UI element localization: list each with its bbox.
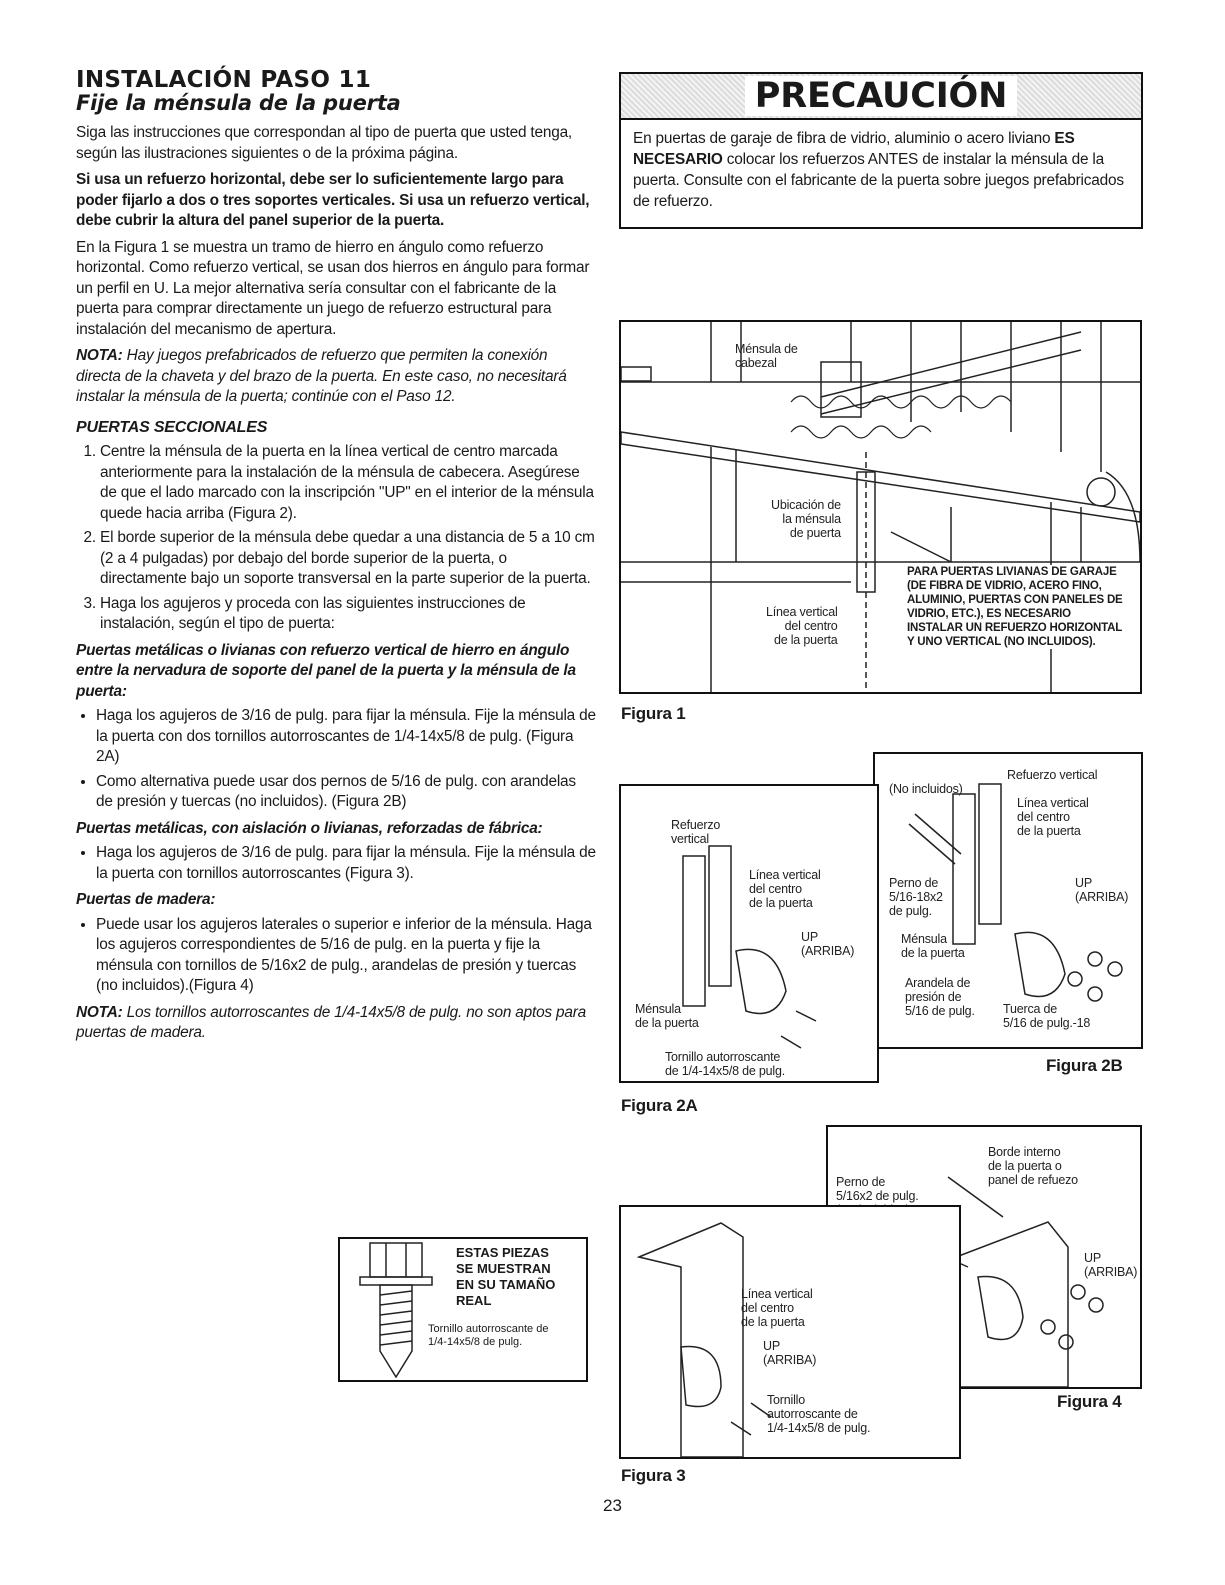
reinforcement-rule-paragraph: Si usa un refuerzo horizontal, debe ser lo suficientemente largo para poder fijarlo a dos o tres soportes verticales. Si usa un refuerzo vertical, debe cubrir la altura del panel superior de la puerta. [76, 171, 590, 229]
caption-center-line: Línea vertical [749, 868, 821, 882]
bullet-item: • Haga los agujeros de 3/16 de pulg. para fijar la ménsula. Fije la ménsula de la puerta con dos tornillos autorroscantes de 1/4-14x5/8 de pulg. (Figura 2A) [96, 706, 596, 768]
bullet-item: • Como alternativa puede usar dos pernos de 5/16 de pulg. con arandelas de presión y tuercas (no incluidos). (Figura 2B) [96, 772, 596, 813]
actual-size-box: ESTAS PIEZAS SE MUESTRAN EN SU TAMAÑO REAL Tornillo autorroscante de 1/4-14x5/8 de pulg. [338, 1237, 588, 1382]
caption-bracket-location: Ubicación de [771, 498, 841, 512]
caption-up: UP [1075, 876, 1092, 890]
subheading-wood-doors: Puertas de madera: [76, 891, 216, 908]
caution-box [619, 72, 1143, 229]
bullet-list [76, 843, 596, 884]
caption-up: UP [1084, 1251, 1101, 1265]
caption-not-included: (No incluidos) [889, 782, 963, 796]
caption-self-tapping-screw: Tornillo [767, 1393, 805, 1407]
caption-door-bracket: Ménsula [901, 932, 947, 946]
caption-vertical-reinforcement: Refuerzo vertical [1007, 768, 1098, 782]
bullet-list [76, 915, 596, 997]
figure-1: Ménsula de cabezal Ubicación de la ménsula de puerta Línea vertical del centro de la puerta PARA PUERTAS LIVIANAS DE GARAJE (DE FIBRA DE VIDRIO, ACERO FINO, ALUMINIO, PUERTAS CON PANELES DE VIDRIO, ETC.), ES NECESARIO INSTALAR UN REFUERZO HORIZONTAL Y UNO VERTICAL (NO INCLUIDOS). [619, 320, 1142, 694]
note-label: NOTA: [76, 1003, 123, 1021]
step-title: INSTALACIÓN PASO 11 [76, 67, 372, 93]
figure-2b: Refuerzo vertical (No incluidos) Línea vertical del centro de la puerta Perno de 5/16-18x2 de pulg. UP (ARRIBA) Ménsula de la puerta Arandela de presión de 5/16 de pulg. Tuerca de 5/16 de pulg.-18 [873, 752, 1143, 1049]
step-item: 1. Centre la ménsula de la puerta en la línea vertical de centro marcada anteriormente para la instalación de la ménsula de cabecera. Asegúrese de que el lado marcado con la inscripción "UP" en el interior de la ménsula quede hacia arriba (Figura 2). [100, 442, 596, 524]
subheading-insulated-doors: Puertas metálicas, con aislación o livianas, reforzadas de fábrica: [76, 819, 543, 837]
caption-lock-washer: Arandela de [905, 976, 971, 990]
note-text: Los tornillos autorroscantes de 1/4-14x5/8 de pulg. no son aptos para puertas de madera. [76, 1003, 587, 1041]
section-heading: PUERTAS SECCIONALES [76, 418, 268, 436]
caution-title: PRECAUCIÓN [745, 76, 1017, 116]
note-wood-screws [76, 1003, 596, 1044]
bullet-list [76, 706, 596, 813]
caution-emphasis: ES NECESARIO [633, 130, 1075, 168]
caption-center-line: Línea vertical [1017, 796, 1089, 810]
caption-self-tapping-screw: Tornillo autorroscante [665, 1050, 781, 1064]
caption-up: UP [763, 1339, 780, 1353]
figure1-explanation-paragraph: En la Figura 1 se muestra un tramo de hierro en ángulo como refuerzo horizontal. Como refuerzo vertical, se usan dos hierros en ángulo para formar un perfil en U. La mejor alternativa sería consultar con el fabricante de la puerta para comprar directamente un juego de refuerzo estructural para instalación del mecanismo de apertura. [76, 238, 590, 338]
figure-1-label: Figura 1 [621, 704, 686, 723]
caution-header [621, 74, 1141, 120]
step-item: 2. El borde superior de la ménsula debe quedar a una distancia de 5 a 10 cm (2 a 4 pulgadas) por debajo del borde superior de la puerta, o directamente bajo un soporte transversal en la parte superior de la puerta. [100, 528, 596, 590]
bullet-item: • Puede usar los agujeros laterales o superior e inferior de la ménsula. Haga los agujeros correspondientes de 5/16 de pulg. en la puerta y fije la ménsula con tornillos de 5/16x2 de pulg., arandelas de presión y tuercas (no incluidos).(Figura 4) [96, 915, 596, 997]
caption-nut: Tuerca de [1003, 1002, 1058, 1016]
caption-door-bracket: Ménsula [635, 1002, 681, 1016]
caption-vertical-reinforcement: Refuerzo [671, 818, 721, 832]
note-prefab-kits [76, 346, 596, 408]
instructions-column [76, 64, 596, 1050]
caption-center-line: Línea vertical [741, 1287, 813, 1301]
bullet-item: • Haga los agujeros de 3/16 de pulg. para fijar la ménsula. Fije la ménsula de la puerta con tornillos autorroscantes (Figura 3). [96, 843, 596, 884]
caption-bolt: Perno de [889, 876, 939, 890]
actual-size-title: ESTAS PIEZAS [456, 1245, 549, 1260]
caption-inner-edge: Borde interno [988, 1145, 1061, 1159]
step-subtitle: Fije la ménsula de la puerta [76, 90, 401, 115]
actual-size-caption: Tornillo autorroscante de [428, 1323, 549, 1335]
caption-up: UP [801, 930, 818, 944]
figure-2a-label: Figura 2A [621, 1096, 698, 1115]
note-text: Hay juegos prefabricados de refuerzo que permiten la conexión directa de la chaveta y del brazo de la puerta. En este caso, no necesitará instalar la ménsula de la puerta; continúe con el Paso 12. [76, 347, 567, 405]
figure-4: Borde interno de la puerta o panel de refuezo Perno de 5/16x2 de pulg. UP (ARRIBA) [826, 1125, 1142, 1389]
figure-2a: Refuerzo vertical Línea vertical del centro de la puerta UP (ARRIBA) Ménsula de la puerta Tornillo autorroscante de 1/4-14x5/8 de pulg. [619, 784, 879, 1083]
caption-bolt: Perno de [836, 1175, 886, 1189]
caution-text: En puertas de garaje de fibra de vidrio, aluminio o acero liviano ES NECESARIO colocar los refuerzos ANTES de instalar la ménsula de la puerta. Consulte con el fabricante de la puerta sobre juegos prefabricados de refuerzo. [633, 130, 1124, 210]
figure-4-label: Figura 4 [1057, 1392, 1122, 1411]
step-item: 3. Haga los agujeros y proceda con las siguientes instrucciones de instalación, según el tipo de puerta: [100, 594, 596, 635]
light-door-warning: PARA PUERTAS LIVIANAS DE GARAJE (DE FIBRA DE VIDRIO, ACERO FINO, ALUMINIO, PUERTAS CON PANELES DE VIDRIO, ETC.), ES NECESARIO INSTALAR UN REFUERZO HORIZONTAL Y UNO VERTICAL (NO INCLUIDOS). [907, 565, 1127, 649]
figure-3: Línea vertical del centro de la puerta UP (ARRIBA) Tornillo autorroscante de 1/4-14x5/8 de pulg. [619, 1205, 961, 1459]
screw-icon [346, 1239, 446, 1378]
steps-list [76, 442, 596, 635]
caption-header-bracket: Ménsula de [735, 342, 798, 356]
subheading-metal-doors: Puertas metálicas o livianas con refuerzo vertical de hierro en ángulo entre la nervadura de soporte del panel de la puerta y la ménsula de la puerta: [76, 641, 576, 700]
figure-2b-label: Figura 2B [1046, 1056, 1123, 1075]
caption-center-line: Línea vertical [766, 605, 838, 619]
note-label: NOTA: [76, 347, 123, 364]
figure-3-label: Figura 3 [621, 1466, 686, 1485]
intro-paragraph: Siga las instrucciones que correspondan al tipo de puerta que usted tenga, según las ilustraciones siguientes o de la próxima página. [76, 124, 572, 162]
page-number: 23 [603, 1496, 622, 1515]
